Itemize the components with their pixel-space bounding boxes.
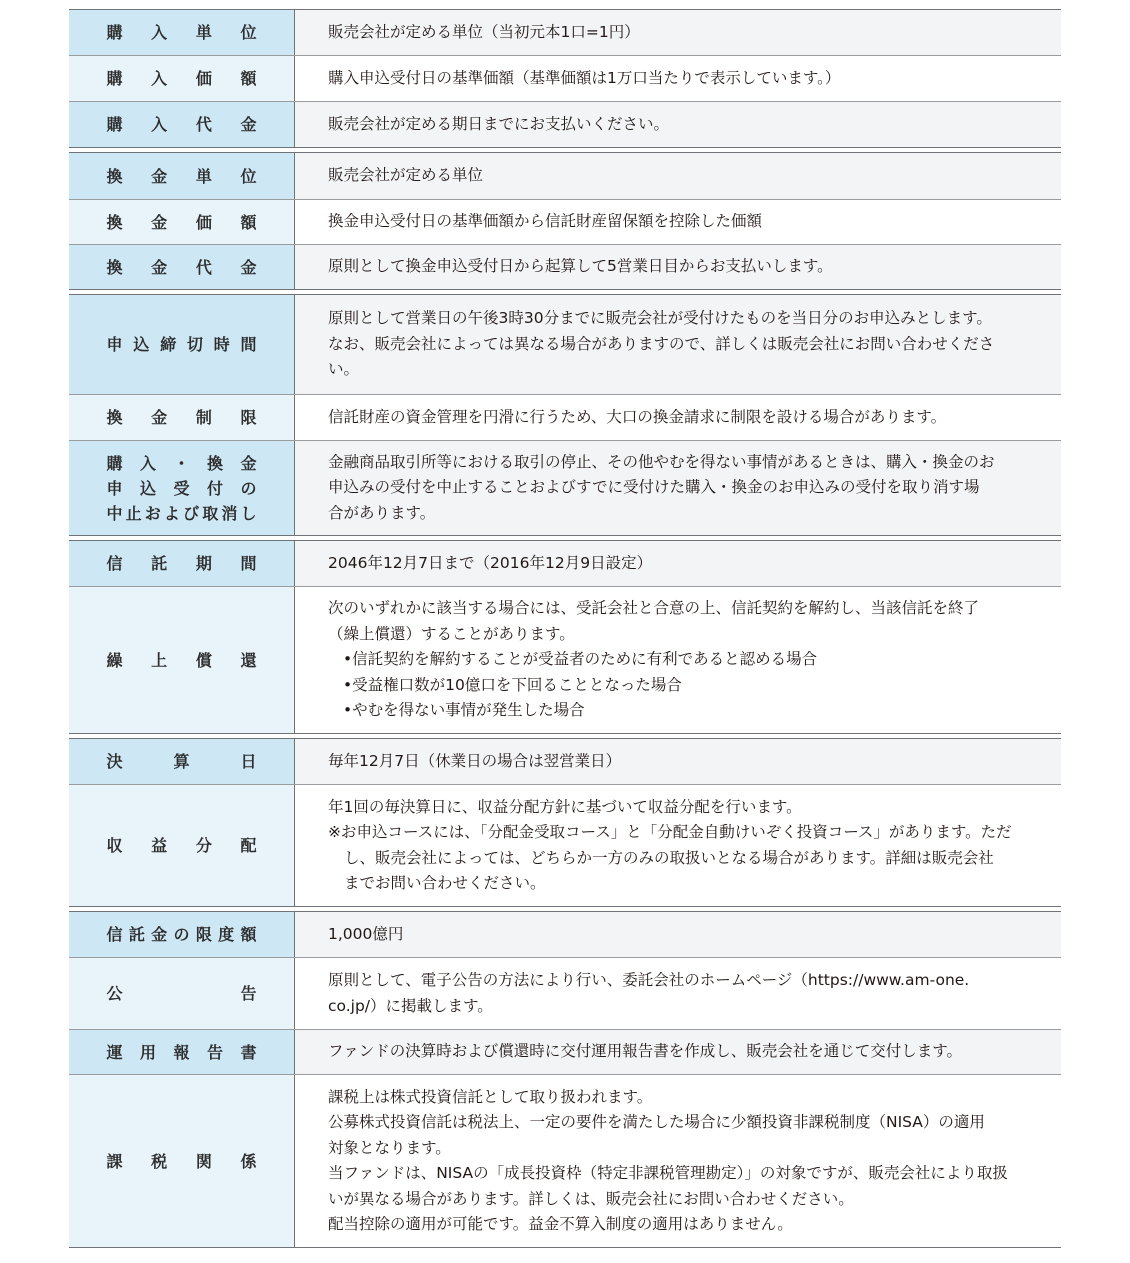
bullet-item: •やむを得ない事情が発生した場合	[343, 701, 585, 720]
value-line: いが異なる場合があります。詳しくは、販売会社にお問い合わせください。	[328, 1189, 854, 1208]
row-value	[295, 295, 1061, 394]
row-value	[295, 56, 1061, 101]
row-value	[295, 785, 1061, 906]
value-line: 毎年12月7日（休業日の場合は翌営業日）	[328, 751, 622, 770]
value-line: 原則として、電子公告の方法により行い、委託会社のホームページ（https://www.am-one.	[328, 971, 970, 989]
table-row-settlement-date	[69, 739, 1061, 784]
table-row-trust-limit	[69, 912, 1061, 957]
table-row-public-notice	[69, 957, 1061, 1029]
value-line: 金融商品取引所等における取引の停止、その他やむを得ない事情があるときは、購入・換金のお	[328, 452, 995, 471]
value-line: ファンドの決算時および償還時に交付運用報告書を作成し、販売会社を通じて交付します。	[328, 1042, 962, 1061]
application-group	[69, 294, 1061, 536]
row-value	[295, 102, 1061, 147]
table-row-purchase-payment	[69, 101, 1061, 147]
bullet-item: •受益権口数が10億口を下回ることとなった場合	[343, 675, 682, 694]
row-label-line: 中止および取消し	[106, 503, 257, 523]
value-line: までお問い合わせください。	[344, 874, 546, 892]
value-line: 公募株式投資信託は税法上、一定の要件を満たした場合に少額投資非課税制度（NISA）の適用	[328, 1113, 985, 1131]
row-value	[295, 153, 1061, 199]
value-line: 年1回の毎決算日に、収益分配方針に基づいて収益分配を行います。	[328, 797, 802, 816]
row-label	[69, 739, 295, 784]
table-row-redemption-unit	[69, 153, 1061, 199]
row-label-text: 信託金の限度額	[106, 925, 257, 944]
row-label-text: 換金単位	[106, 166, 257, 186]
value-line: 2046年12月7日まで（2016年12月9日設定）	[328, 553, 653, 572]
value-line: co.jp/）に掲載します。	[328, 996, 493, 1015]
value-line: し、販売会社によっては、どちらか一方のみの取扱いとなる場合があります。詳細は販売会社	[344, 848, 994, 867]
row-label	[69, 541, 295, 586]
row-label-text: 換金制限	[106, 408, 257, 427]
purchase-group	[69, 9, 1061, 148]
row-label	[69, 958, 295, 1029]
value-line: 当ファンドは、NISAの「成長投資枠（特定非課税管理勘定）」の対象ですが、販売会社により取扱	[328, 1164, 1008, 1182]
table-row-taxation	[69, 1074, 1061, 1247]
row-label	[69, 10, 295, 55]
value-line: 販売会社が定める単位	[328, 166, 484, 185]
row-label-line: 申込受付の	[106, 478, 257, 498]
redemption-group	[69, 152, 1061, 290]
value-line: 1,000億円	[328, 924, 404, 943]
row-value	[295, 441, 1061, 535]
value-line: 購入申込受付日の基準価額（基準価額は1万口当たりで表示しています。）	[328, 68, 841, 87]
row-label	[69, 395, 295, 440]
row-value	[295, 958, 1061, 1029]
row-value	[295, 10, 1061, 55]
row-value	[295, 541, 1061, 586]
table-row-application-deadline	[69, 295, 1061, 394]
row-label-text: 申込締切時間	[106, 335, 257, 354]
fund-details-table	[69, 9, 1061, 1252]
table-row-income-distribution	[69, 784, 1061, 906]
value-line: 対象となります。	[328, 1138, 451, 1157]
row-value	[295, 587, 1061, 733]
table-row-suspension-cancellation	[69, 440, 1061, 535]
table-row-purchase-unit	[69, 10, 1061, 55]
value-line: 次のいずれかに該当する場合には、受託会社と合意の上、信託契約を解約し、当該信託を終了	[328, 599, 980, 618]
row-label-text: 繰上償還	[106, 650, 257, 670]
table-row-redemption-restriction	[69, 394, 1061, 440]
value-line: ※お申込コースには、「分配金受取コース」と「分配金自動けいぞく投資コース」があります。ただ	[328, 823, 1012, 841]
row-label	[69, 295, 295, 394]
table-row-trust-period	[69, 541, 1061, 586]
value-line: い。	[328, 360, 360, 379]
row-value	[295, 1075, 1061, 1247]
value-line: 申込みの受付を中止することおよびすでに受付けた購入・換金のお申込みの受付を取り消す場	[328, 478, 980, 497]
settlement-group	[69, 738, 1061, 907]
row-value	[295, 245, 1061, 289]
row-label-text: 運用報告書	[106, 1042, 257, 1062]
row-label	[69, 1030, 295, 1074]
table-row-management-report	[69, 1029, 1061, 1074]
row-label	[69, 153, 295, 199]
row-label-text: 購入単位	[106, 23, 257, 42]
row-label-text	[107, 451, 257, 526]
row-value	[295, 1030, 1061, 1074]
row-value	[295, 395, 1061, 440]
row-label	[69, 56, 295, 101]
row-label	[69, 587, 295, 733]
row-label-text: 購入価額	[106, 69, 257, 88]
value-line: 換金申込受付日の基準価額から信託財産留保額を控除した価額	[328, 212, 763, 231]
row-label-text: 換金価額	[106, 212, 257, 232]
row-label	[69, 245, 295, 289]
row-label-text: 収益分配	[106, 836, 257, 855]
row-label	[69, 102, 295, 147]
value-line: 配当控除の適用が可能です。益金不算入制度の適用はありません。	[328, 1215, 793, 1233]
table-row-redemption-payment	[69, 244, 1061, 289]
row-label-text: 公告	[106, 984, 257, 1003]
row-label	[69, 1075, 295, 1247]
row-label-text: 課税関係	[106, 1151, 257, 1171]
row-label	[69, 912, 295, 957]
row-value	[295, 739, 1061, 784]
row-label-text: 購入代金	[106, 115, 257, 134]
row-label	[69, 200, 295, 244]
misc-group	[69, 911, 1061, 1248]
row-label-text: 換金代金	[106, 257, 257, 277]
bullet-item: •信託契約を解約することが受益者のために有利であると認める場合	[343, 650, 818, 669]
table-row-purchase-price	[69, 55, 1061, 101]
value-line: 課税上は株式投資信託として取り扱われます。	[328, 1087, 653, 1106]
value-line: 原則として営業日の午後3時30分までに販売会社が受付けたものを当日分のお申込みとします。	[328, 309, 992, 328]
table-row-redemption-price	[69, 199, 1061, 244]
row-label-text: 信託期間	[106, 554, 257, 573]
value-line: 販売会社が定める期日までにお支払いください。	[328, 114, 670, 133]
row-label-text: 決算日	[106, 752, 257, 771]
value-line: 信託財産の資金管理を円滑に行うため、大口の換金請求に制限を設ける場合があります。	[328, 407, 947, 426]
table-row-early-redemption	[69, 586, 1061, 733]
value-line: 原則として換金申込受付日から起算して5営業日目からお支払いします。	[328, 257, 833, 276]
row-label-line: 購入・換金	[106, 453, 257, 473]
value-line: （繰上償還）することがあります。	[328, 624, 575, 643]
row-label	[69, 441, 295, 535]
row-value	[295, 912, 1061, 957]
trust-period-group	[69, 540, 1061, 734]
row-value	[295, 200, 1061, 244]
value-line: 販売会社が定める単位（当初元本1口=1円）	[328, 22, 640, 41]
value-line: なお、販売会社によっては異なる場合がありますので、詳しくは販売会社にお問い合わせくださ	[328, 334, 995, 353]
row-label	[69, 785, 295, 906]
value-line: 合があります。	[328, 503, 436, 522]
